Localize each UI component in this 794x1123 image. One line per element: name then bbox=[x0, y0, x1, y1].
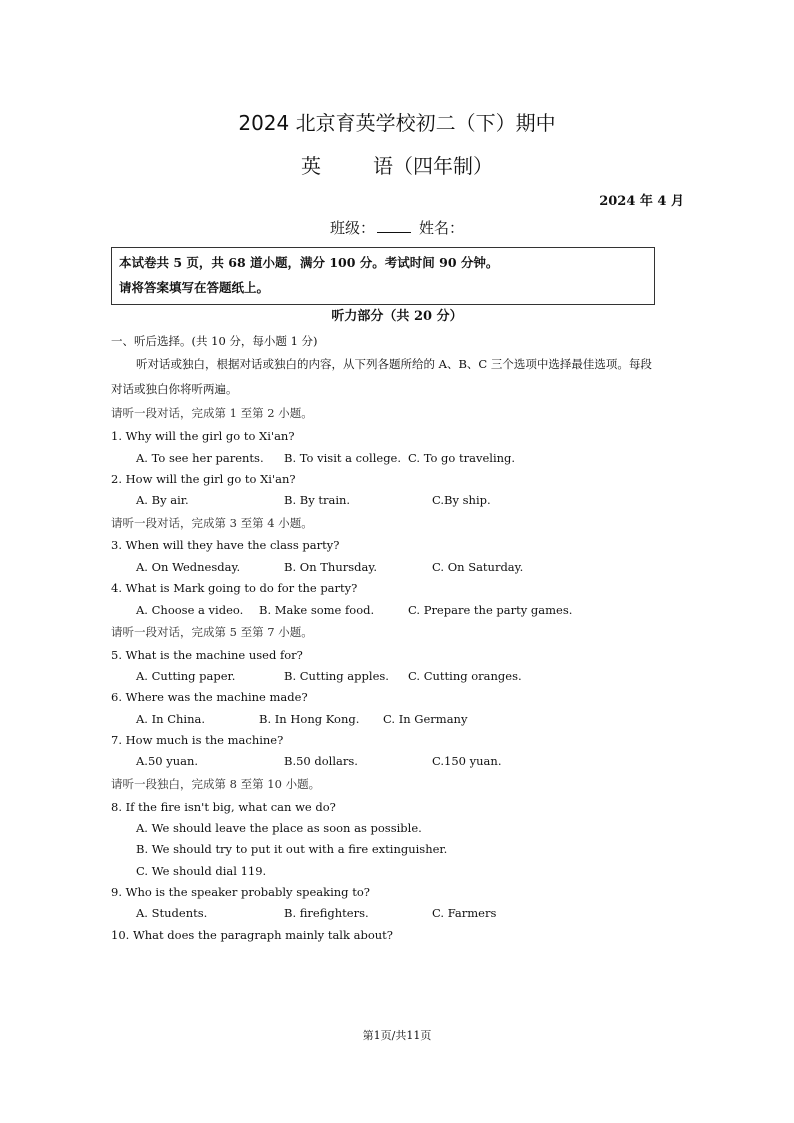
q5-option-b: B. Cutting apples. bbox=[284, 669, 389, 683]
question-4: 4. What is Mark going to do for the party? bbox=[111, 581, 358, 595]
q7-option-a: A.50 yuan. bbox=[136, 754, 199, 768]
q2-option-c: C.By ship. bbox=[432, 493, 491, 507]
q2-option-a: A. By air. bbox=[136, 493, 189, 507]
q4-option-b: B. Make some food. bbox=[259, 603, 375, 617]
part1-heading: 一、听后选择。(共 10 分，每小题 1 分) bbox=[111, 334, 318, 348]
part1-instruction-2: 对话或独白你将听两遍。 bbox=[111, 382, 238, 396]
q2-option-b: B. By train. bbox=[284, 493, 351, 507]
subject-char-1: 英 bbox=[301, 154, 321, 178]
part1-instruction-1: 听对话或独白，根据对话或独白的内容，从下列各题所给的 A、B、C 三个选项中选择最佳选项。每段 bbox=[136, 357, 652, 371]
q1-option-a: A. To see her parents. bbox=[136, 451, 264, 465]
q6-option-b: B. In Hong Kong. bbox=[259, 712, 360, 726]
question-5: 5. What is the machine used for? bbox=[111, 648, 303, 662]
q8-option-b: B. We should try to put it out with a fire extinguisher. bbox=[136, 842, 448, 856]
q5-option-c: C. Cutting oranges. bbox=[408, 669, 522, 683]
section-title: 听力部分（共 20 分） bbox=[331, 309, 463, 324]
q7-option-b: B.50 dollars. bbox=[284, 754, 358, 768]
q9-option-a: A. Students. bbox=[136, 906, 208, 920]
q1-option-b: B. To visit a college. bbox=[284, 451, 402, 465]
q6-option-a: A. In China. bbox=[136, 712, 206, 726]
q1-option-c: C. To go traveling. bbox=[408, 451, 516, 465]
class-blank bbox=[377, 218, 411, 233]
q3-option-b: B. On Thursday. bbox=[284, 560, 377, 574]
exam-title: 2024 北京育英学校初二（下）期中 bbox=[238, 111, 556, 135]
q9-option-b: B. firefighters. bbox=[284, 906, 369, 920]
prompt-4: 请听一段独白，完成第 8 至第 10 小题。 bbox=[111, 777, 321, 791]
question-10: 10. What does the paragraph mainly talk about? bbox=[111, 928, 393, 942]
question-1: 1. Why will the girl go to Xi'an? bbox=[111, 429, 295, 443]
prompt-1: 请听一段对话，完成第 1 至第 2 小题。 bbox=[111, 406, 313, 420]
question-3: 3. When will they have the class party? bbox=[111, 538, 340, 552]
q7-option-c: C.150 yuan. bbox=[432, 754, 502, 768]
class-name-line bbox=[0, 217, 794, 238]
exam-date: 2024 年 4 月 bbox=[599, 194, 684, 209]
notice-line-2: 请将答案填写在答题纸上。 bbox=[119, 280, 270, 295]
question-7: 7. How much is the machine? bbox=[111, 733, 284, 747]
name-label: 姓名： bbox=[419, 219, 465, 237]
question-9: 9. Who is the speaker probably speaking to? bbox=[111, 885, 370, 899]
q3-option-c: C. On Saturday. bbox=[432, 560, 524, 574]
q5-option-a: A. Cutting paper. bbox=[136, 669, 236, 683]
notice-line-1: 本试卷共 5 页，共 68 道小题，满分 100 分。考试时间 90 分钟。 bbox=[119, 255, 499, 270]
subject-char-2: 语（四年制） bbox=[373, 154, 493, 178]
question-2: 2. How will the girl go to Xi'an? bbox=[111, 472, 296, 486]
question-8: 8. If the fire isn't big, what can we do? bbox=[111, 800, 336, 814]
prompt-2: 请听一段对话，完成第 3 至第 4 小题。 bbox=[111, 516, 313, 530]
q6-option-c: C. In Germany bbox=[383, 712, 468, 726]
page-footer: 第1页/共11页 bbox=[362, 1029, 432, 1042]
subject-title bbox=[0, 150, 794, 179]
q4-option-c: C. Prepare the party games. bbox=[408, 603, 573, 617]
class-label: 班级： bbox=[329, 219, 375, 237]
notice-box bbox=[111, 247, 655, 305]
q9-option-c: C. Farmers bbox=[432, 906, 497, 920]
q4-option-a: A. Choose a video. bbox=[136, 603, 244, 617]
question-6: 6. Where was the machine made? bbox=[111, 690, 308, 704]
q8-option-c: C. We should dial 119. bbox=[136, 864, 267, 878]
prompt-3: 请听一段对话，完成第 5 至第 7 小题。 bbox=[111, 625, 313, 639]
q3-option-a: A. On Wednesday. bbox=[136, 560, 241, 574]
q8-option-a: A. We should leave the place as soon as possible. bbox=[136, 821, 422, 835]
